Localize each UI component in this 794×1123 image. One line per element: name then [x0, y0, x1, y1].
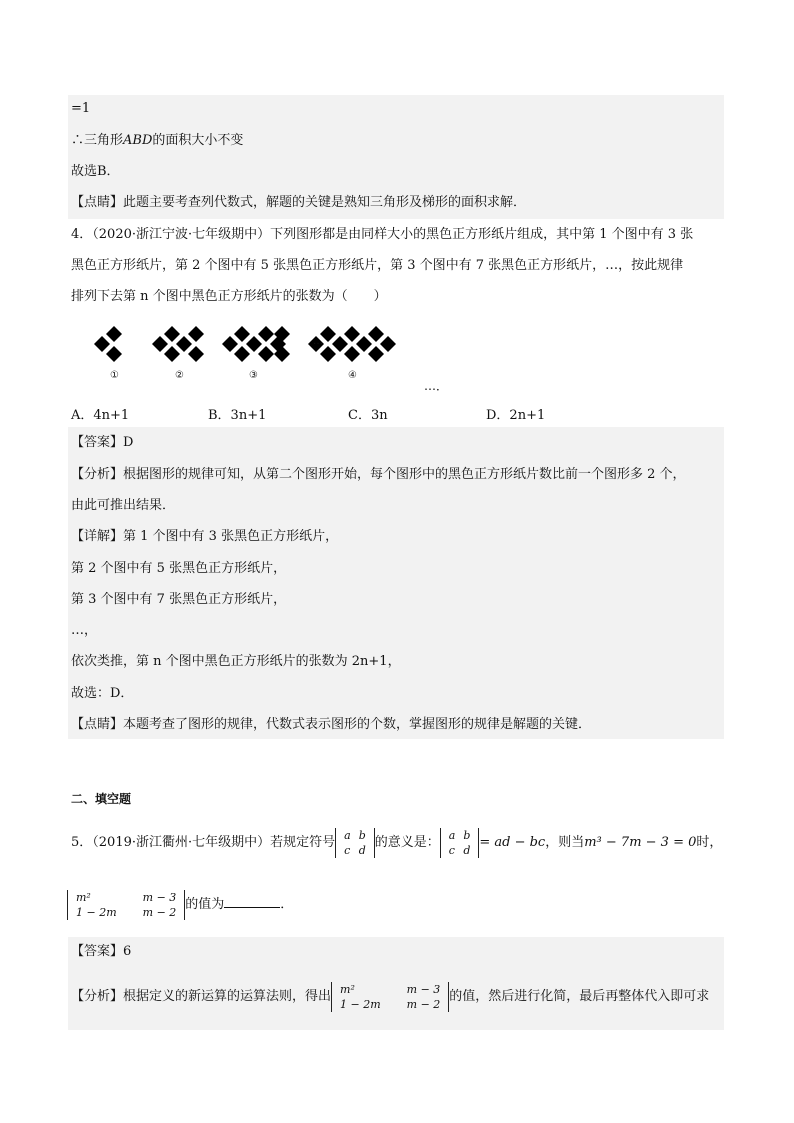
section-heading: 二、填空题	[71, 792, 132, 806]
cell: m − 3	[142, 890, 177, 904]
question-4-line: 黑色正方形纸片，第 2 个图中有 5 张黑色正方形纸片，第 3 个图中有 7 张黑色正方形纸片，…，按此规律	[71, 258, 684, 273]
detail-line: 第 3 个图中有 7 张黑色正方形纸片，	[71, 592, 287, 607]
diamond-pattern-figure	[90, 326, 430, 372]
figure-ellipsis: …	[313, 336, 323, 347]
pattern-3	[222, 326, 290, 362]
figure-ellipsis: …．	[424, 379, 449, 393]
text: 时，	[696, 835, 723, 850]
text: ．	[280, 897, 294, 912]
text: ，则当	[545, 835, 585, 850]
text: 的值，然后进行化简，最后再整体代入即可求	[449, 989, 710, 1004]
analysis-line: 由此可推出结果．	[71, 498, 176, 513]
choose-line: 故选：D．	[71, 686, 134, 701]
figure-label-1: ①	[110, 370, 119, 381]
text: ∴三角形	[71, 133, 124, 148]
comment-line: 【点睛】此题主要考查列代数式，解题的关键是熟知三角形及梯形的面积求解．	[71, 195, 527, 210]
question-4-line: 排列下去第 n 个图中黑色正方形纸片的张数为（ ）	[71, 289, 387, 304]
cell: b	[463, 828, 471, 842]
cell: d	[358, 843, 366, 857]
option-b: B．3n+1	[208, 408, 267, 423]
option-c: C．3n	[348, 408, 388, 423]
answer-line: 【答案】6	[71, 944, 132, 959]
text: ABD	[123, 133, 153, 148]
cell: m²	[340, 982, 355, 996]
analysis-line	[71, 980, 709, 1014]
cell: 1 − 2m	[76, 905, 117, 919]
cell: 1 − 2m	[340, 997, 381, 1011]
cell: m − 2	[142, 905, 177, 919]
cell: m²	[76, 890, 91, 904]
cell: a	[448, 828, 456, 842]
figure-label-4: ④	[348, 370, 357, 381]
detail-line: 【详解】第 1 个图中有 3 张黑色正方形纸片，	[71, 529, 339, 544]
determinant-abcd	[440, 828, 480, 858]
question-4-line: 4．（2020·浙江宁波·七年级期中）下列图形都是由同样大小的黑色正方形纸片组成，其中第 1 个图中有 3 张	[71, 227, 694, 242]
question-5-line	[71, 888, 293, 922]
text: 的面积大小不变	[152, 133, 244, 148]
equation: = ad − bc	[479, 835, 546, 850]
text: 的意义是：	[374, 835, 440, 850]
question-5-line	[71, 826, 722, 860]
pattern-1	[94, 326, 122, 362]
comment-line: 【点睛】本题考查了图形的规律，代数式表示图形的个数，掌握图形的规律是解题的关键．	[71, 717, 592, 732]
equation: m³ − 7m − 3 = 0	[584, 835, 697, 850]
text: 【分析】根据定义的新运算的运算法则，得出	[71, 989, 332, 1004]
text-line	[71, 132, 243, 150]
pattern-2	[152, 326, 204, 362]
cell: m − 3	[406, 982, 441, 996]
cell: d	[463, 843, 471, 857]
determinant-abcd	[335, 828, 375, 858]
cell: m − 2	[406, 997, 441, 1011]
text-line: 故选B．	[71, 164, 120, 179]
figure-label-2: ②	[175, 370, 184, 381]
detail-line: 第 2 个图中有 5 张黑色正方形纸片，	[71, 561, 287, 576]
detail-line: 依次类推，第 n 个图中黑色正方形纸片的张数为 2n+1，	[71, 654, 401, 669]
analysis-line: 【分析】根据图形的规律可知，从第二个图形开始，每个图形中的黑色正方形纸片数比前一个图形多 2 个，	[71, 467, 686, 482]
determinant-m	[67, 890, 185, 920]
cell: a	[344, 828, 351, 842]
text: 的值为	[185, 897, 225, 912]
text: 5．（2019·浙江衢州·七年级期中）若规定符号	[71, 835, 336, 850]
option-a: A．4n+1	[71, 408, 130, 423]
cell: c	[448, 843, 455, 857]
determinant-m	[331, 982, 449, 1012]
figure-label-3: ③	[249, 370, 258, 381]
text-line: =1	[71, 101, 91, 116]
cell: b	[358, 828, 366, 842]
option-d: D．2n+1	[486, 408, 546, 423]
answer-line: 【答案】D	[71, 435, 134, 450]
answer-blank	[224, 895, 280, 908]
cell: c	[344, 843, 351, 857]
detail-line: …，	[71, 623, 98, 638]
